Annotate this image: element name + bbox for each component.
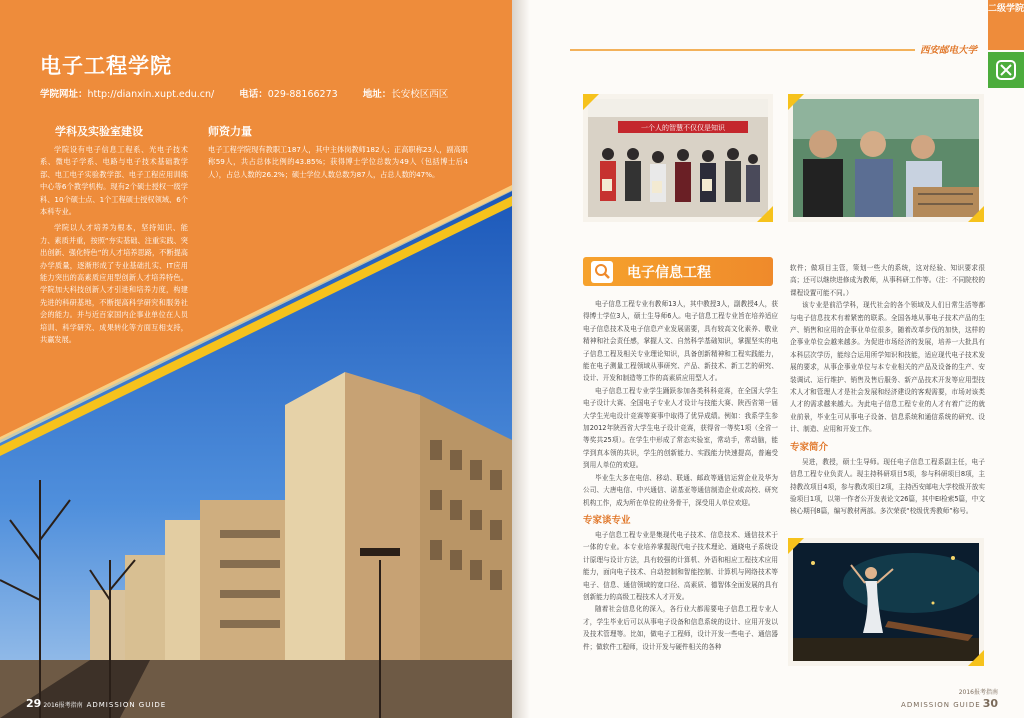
website-item (40, 89, 214, 100)
search-icon (591, 261, 613, 283)
group-photo (583, 94, 773, 222)
disciplines-heading: 学科及实验室建设 (55, 125, 143, 138)
expert-profile-paragraph: 吴进，教授，硕士生导师。现任电子信息工程系副主任，电子信息工程专业负责人。现主持科研项目5项，参与科研项目8项，主持教改项目4项，参与教改项目2项，主持西安邮电大学校级开放实验项目1项，以第一作者公开发表论文26篇，其中EI检索5篇，中文核心期刊8篇，编写教材两部。多次荣获“校级优秀教师”称号。 (790, 457, 985, 516)
photo-corner-accent (788, 538, 804, 554)
photo-corner-accent (968, 650, 984, 666)
footer-guide: ADMISSION GUIDE (86, 701, 167, 709)
career-paragraph: 软件；做项目主管，策划一些大的系统，这对经验、知识要求很高；还可以继续进修成为教师，从事科研工作等。（注：不同院校的课程设置可能不同。） (790, 264, 985, 297)
photo-corner-accent (583, 94, 599, 110)
university-logo-text: 西安邮电大学 (920, 45, 978, 56)
career-paragraph: 该专业是前沿学科，现代社会的各个领域及人们日常生活等都与电子信息技术有着紧密的联系。全国各地从事电子技术产品的生产、销售和应用的企事业单位很多，随着改革步伐的加快，这样的企事业单位会越来越多。为促进市场经济的发展，培养一大批具有本科层次学历，能综合运用所学知识和技能，适应现代电子技术发展的要求，从事企事业单位与本专业相关的产品及设备的生产、安装调试、运行维护、销售及售后服务、新产品技术开发等应用型技术人才和管理人才是社会发展和经济建设的客观需要，市场对该类人才的需求越来越大。为此电子信息工程专业的人才有着广泛的就业前景，毕业生可从事电子设备、信息系统和通信系统的研究、设计、制造、应用和开发工作。 (790, 301, 985, 434)
group-photo-frame (588, 99, 768, 217)
page-number: 29 (26, 697, 42, 710)
photo-corner-accent (788, 94, 804, 110)
footer-guide: ADMISSION GUIDE (901, 701, 981, 709)
major-paragraph: 电子信息工程专业有教师13人，其中教授3人，副教授4人，获得博士学位3人，硕士生导师6人。电子信息工程专业旨在培养适应电子信息技术及电子信息产业发展需要，具有较高文化素养、敬业精神和社会责任感，掌握人文、自然科学基础知识，掌握坚实的电子信息工程及相关专业理论知识，具备创新精神和工程实践能力，能在电子测量工程领域从事研究、产品、新技术、新工艺的研究、设计、开发和制造等工作的高素质应用型人才。 (583, 300, 778, 383)
address-item (363, 89, 449, 100)
address-label: 地址： (362, 89, 392, 100)
page-fold-shadow (512, 0, 530, 718)
lab-photo-frame (793, 99, 979, 217)
left-page-footer (26, 697, 166, 710)
disciplines-paragraph: 学院设有电子信息工程系、光电子技术系、微电子学系、电路与电子技术基础教学部、电工电子实验教学部、电子工程应用训练中心等6个教学机构。现有2个硕士授权一级学科、10个硕士点、1个工程硕士授权领域、6个本科专业。 (40, 145, 188, 217)
section-title-bar (583, 257, 773, 286)
footer-year: 2016报考指南 (958, 689, 998, 696)
phone-value: 029-88166273 (267, 89, 338, 100)
major-paragraph: 毕业生大多在电信、移动、联通、邮政等通信运营企业及华为公司、大唐电信、中兴通信、诺基亚等通信制造企业或高校、研究机构工作，成为所在单位的业务骨干，深受用人单位欢迎。 (583, 473, 778, 507)
address-value: 长安校区西区 (391, 89, 449, 100)
side-tab: 二级学院 (988, 0, 1024, 50)
college-contact-info (40, 86, 470, 100)
faculty-paragraph: 电子工程学院现有教职工187人，其中主体岗教师182人；正高职称23人，副高职称59人，共占总体比例的43.85%；获得博士学位总数为49人（包括博士后4人），占总人数的26.2%；硕士学位人数总数为87人，占总人数的47%。 (208, 145, 468, 179)
college-name: 电子工程学院 (40, 53, 172, 78)
website-label: 学院网址： (40, 89, 88, 100)
expert-talk-paragraph: 电子信息工程专业是集现代电子技术、信息技术、通信技术于一体的专业。本专业培养掌握现代电子技术理论、通晓电子系统设计原理与设计方法，具有较强的计算机、外语和相应工程技术应用能力，面向电子技术、自动控制和智能控制、计算机与网络技术等电子、信息、通信领域的宽口径、高素质、德智体全面发展的具有创新能力的高级工程技术人才开发。 (583, 530, 778, 601)
header-rule (570, 49, 915, 51)
major-paragraph: 电子信息工程专业学生踊跃参加各类科科竞赛，在全国大学生电子设计大赛、全国电子专业人才设计与技能大赛、陕西省第一届大学生光电设计竞赛等赛事中取得了优异成绩。例如：我系学生参加2012年陕西省大学生电子设计竞赛，获得省一等奖1项（全省一等奖共25项）。在学生中形成了常态实验室，常动手，常动脑，能学到真本领的共识，学生的创新能力、实践能力快速提高，普遍受到用人单位的欢迎。 (583, 386, 778, 470)
expert-profile-heading: 专家简介 (790, 441, 829, 453)
footer-year: 2016报考指南 (43, 702, 83, 709)
banner-text: 一个人的智慧不仅仅是知识 (641, 124, 725, 132)
performance-photo (788, 538, 984, 666)
photo-corner-accent (968, 206, 984, 222)
page-number: 30 (982, 697, 998, 710)
expert-talk-paragraph: 随着社会信息化的深入，各行业大都需要电子信息工程专业人才，学生毕业后可以从事电子设备和信息系统的设计、应用开发以及技术管理等。比如，做电子工程师，设计开发一些电子、通信器件；做软件工程师，设计开发与硬件相关的各种 (583, 605, 778, 651)
expert-talk-heading: 专家谈专业 (583, 514, 631, 526)
website-link[interactable]: http://dianxin.xupt.edu.cn/ (87, 89, 215, 100)
performance-photo-frame (793, 543, 979, 661)
photo-corner-accent (757, 206, 773, 222)
disciplines-paragraph: 学院以人才培养为根本，坚持知识、能力、素质并重，按照“夯实基础、注重实践、突出创新、强化特色”的人才培养思路，不断提高办学质量，逐渐形成了专业基础扎实、IT应用能力突出的高素质应用型创新人才培养特色。学院加大科技创新人才引进和培养力度，构建先进的科研基地，不断提高科学研究和服务社会的能力。并与近百家国内企事业单位在人员培训、科学研究、成果转化等方面互相支持，共赢发展。 (40, 223, 188, 345)
faculty-section (208, 123, 468, 181)
disciplines-section (40, 123, 188, 347)
section-title: 电子信息工程 (627, 265, 711, 281)
phone-item (239, 89, 337, 100)
phone-label: 电话： (239, 89, 268, 100)
lab-photo (788, 94, 984, 222)
right-page-footer (901, 684, 998, 710)
faculty-heading: 师资力量 (208, 125, 252, 138)
side-category-icon (988, 52, 1024, 88)
major-intro-column (583, 298, 778, 653)
career-column (790, 262, 985, 518)
